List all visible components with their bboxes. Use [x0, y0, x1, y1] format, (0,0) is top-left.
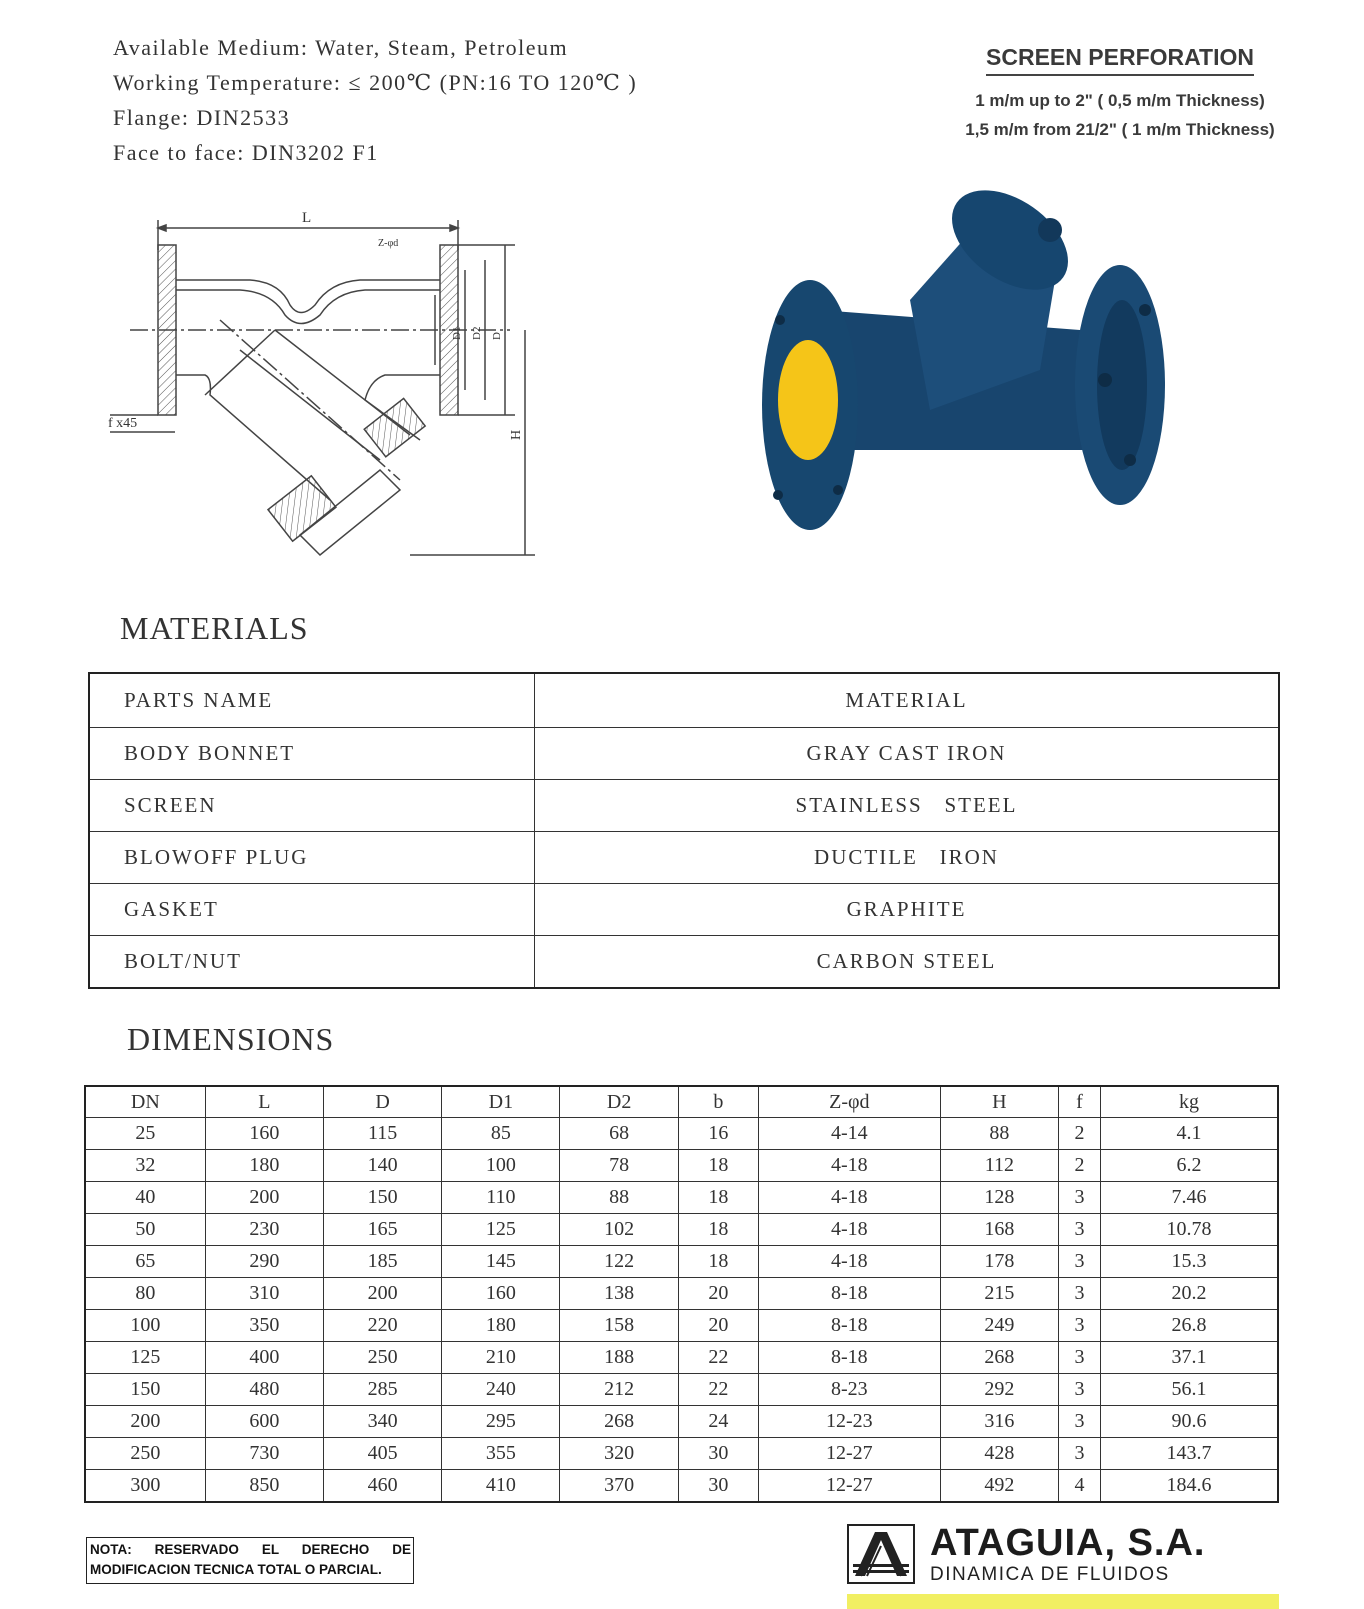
dimensions-table [84, 1085, 1279, 1503]
dimensions-cell: 150 [85, 1374, 205, 1406]
dimensions-cell: 210 [442, 1342, 560, 1374]
dimensions-cell: 492 [940, 1470, 1058, 1503]
dimensions-cell: 180 [205, 1150, 323, 1182]
material-value: STAINLESS STEEL [535, 780, 1280, 832]
screen-perforation-title: SCREEN PERFORATION [986, 44, 1254, 76]
dimensions-cell: 26.8 [1101, 1310, 1279, 1342]
label-f: f x45 [108, 416, 138, 431]
material-part-name: BOLT/NUT [89, 936, 535, 989]
dimensions-cell: 30 [678, 1438, 758, 1470]
dimensions-cell: 250 [85, 1438, 205, 1470]
dimensions-cell: 370 [560, 1470, 678, 1503]
dimensions-row [85, 1342, 1278, 1374]
dimensions-column-header: D1 [442, 1086, 560, 1118]
dimensions-row [85, 1246, 1278, 1278]
dimensions-cell: 150 [323, 1182, 441, 1214]
dimensions-cell: 8-18 [758, 1278, 940, 1310]
dimensions-cell: 730 [205, 1438, 323, 1470]
dimensions-cell: 18 [678, 1214, 758, 1246]
dimensions-cell: 3 [1059, 1182, 1101, 1214]
material-value: DUCTILE IRON [535, 832, 1280, 884]
materials-row [89, 832, 1279, 884]
dimensions-cell: 428 [940, 1438, 1058, 1470]
materials-header-material: MATERIAL [535, 673, 1280, 728]
dimensions-cell: 8-23 [758, 1374, 940, 1406]
dimensions-cell: 78 [560, 1150, 678, 1182]
dimensions-cell: 160 [205, 1118, 323, 1150]
dimensions-cell: 138 [560, 1278, 678, 1310]
dimensions-cell: 230 [205, 1214, 323, 1246]
dimensions-cell: 15.3 [1101, 1246, 1279, 1278]
dimensions-cell: 85 [442, 1118, 560, 1150]
dimensions-cell: 8-18 [758, 1310, 940, 1342]
material-part-name: GASKET [89, 884, 535, 936]
dimensions-cell: 168 [940, 1214, 1058, 1246]
dimensions-cell: 3 [1059, 1342, 1101, 1374]
label-D: D [491, 332, 503, 340]
dimensions-cell: 3 [1059, 1438, 1101, 1470]
dimensions-row [85, 1310, 1278, 1342]
label-D1: D1 [451, 326, 463, 340]
dimensions-column-header: H [940, 1086, 1058, 1118]
label-Z: Z-φd [378, 238, 399, 249]
materials-table [88, 672, 1280, 989]
dimensions-row [85, 1214, 1278, 1246]
materials-row [89, 936, 1279, 989]
dimensions-cell: 8-18 [758, 1342, 940, 1374]
dimensions-column-header: kg [1101, 1086, 1279, 1118]
dimensions-cell: 460 [323, 1470, 441, 1503]
dimensions-cell: 24 [678, 1406, 758, 1438]
dimensions-cell: 3 [1059, 1310, 1101, 1342]
dimensions-cell: 122 [560, 1246, 678, 1278]
dimensions-title: DIMENSIONS [127, 1021, 335, 1057]
logo-accent-bar [847, 1594, 1279, 1609]
dimensions-cell: 316 [940, 1406, 1058, 1438]
dimensions-cell: 180 [442, 1310, 560, 1342]
nota-line-2: MODIFICACION TECNICA TOTAL O PARCIAL. [90, 1562, 382, 1577]
strainer-cross-section-drawing [100, 200, 570, 580]
label-H: H [509, 429, 524, 440]
dimensions-cell: 20 [678, 1310, 758, 1342]
dimensions-column-header: L [205, 1086, 323, 1118]
dimensions-cell: 4.1 [1101, 1118, 1279, 1150]
company-name: ATAGUIA, S.A. [930, 1522, 1206, 1564]
dimensions-cell: 4-18 [758, 1182, 940, 1214]
dimensions-cell: 3 [1059, 1246, 1101, 1278]
materials-header-part: PARTS NAME [89, 673, 535, 728]
materials-title: MATERIALS [120, 610, 309, 646]
dimensions-row [85, 1182, 1278, 1214]
dimensions-cell: 22 [678, 1342, 758, 1374]
dimensions-cell: 115 [323, 1118, 441, 1150]
dimensions-row [85, 1374, 1278, 1406]
dimensions-cell: 410 [442, 1470, 560, 1503]
dimensions-cell: 18 [678, 1182, 758, 1214]
dimensions-cell: 145 [442, 1246, 560, 1278]
dimensions-cell: 12-27 [758, 1470, 940, 1503]
dimensions-cell: 320 [560, 1438, 678, 1470]
dimensions-cell: 184.6 [1101, 1470, 1279, 1503]
dimensions-row [85, 1278, 1278, 1310]
dimensions-row [85, 1150, 1278, 1182]
dimensions-cell: 65 [85, 1246, 205, 1278]
dimensions-cell: 240 [442, 1374, 560, 1406]
dimensions-cell: 178 [940, 1246, 1058, 1278]
dimensions-cell: 355 [442, 1438, 560, 1470]
dimensions-cell: 3 [1059, 1278, 1101, 1310]
dimensions-cell: 102 [560, 1214, 678, 1246]
dimensions-cell: 600 [205, 1406, 323, 1438]
dimensions-cell: 20 [678, 1278, 758, 1310]
dimensions-cell: 112 [940, 1150, 1058, 1182]
dimensions-cell: 80 [85, 1278, 205, 1310]
dimensions-cell: 3 [1059, 1374, 1101, 1406]
dimensions-cell: 88 [560, 1182, 678, 1214]
dimensions-cell: 292 [940, 1374, 1058, 1406]
dimensions-cell: 140 [323, 1150, 441, 1182]
company-tagline: DINAMICA DE FLUIDOS [930, 1564, 1170, 1585]
material-value: GRAPHITE [535, 884, 1280, 936]
dimensions-cell: 88 [940, 1118, 1058, 1150]
material-value: GRAY CAST IRON [535, 728, 1280, 780]
dimensions-cell: 850 [205, 1470, 323, 1503]
dimensions-column-header: f [1059, 1086, 1101, 1118]
dimensions-cell: 2 [1059, 1118, 1101, 1150]
materials-row [89, 884, 1279, 936]
label-L: L [302, 210, 312, 226]
dimensions-cell: 212 [560, 1374, 678, 1406]
dimensions-cell: 350 [205, 1310, 323, 1342]
dimensions-cell: 32 [85, 1150, 205, 1182]
y-strainer-product-image [760, 190, 1200, 570]
nota-box [86, 1537, 414, 1584]
dimensions-cell: 249 [940, 1310, 1058, 1342]
dimensions-column-header: D2 [560, 1086, 678, 1118]
spec-face-to-face: Face to face: DIN3202 F1 [113, 140, 379, 165]
dimensions-cell: 340 [323, 1406, 441, 1438]
material-part-name: BODY BONNET [89, 728, 535, 780]
dimensions-cell: 285 [323, 1374, 441, 1406]
dimensions-column-header: Z-φd [758, 1086, 940, 1118]
dimensions-cell: 4-18 [758, 1150, 940, 1182]
dimensions-cell: 290 [205, 1246, 323, 1278]
dimensions-cell: 20.2 [1101, 1278, 1279, 1310]
dimensions-cell: 68 [560, 1118, 678, 1150]
dimensions-cell: 18 [678, 1150, 758, 1182]
spec-medium: Available Medium: Water, Steam, Petroleum [113, 35, 569, 60]
dimensions-header-row [85, 1086, 1278, 1118]
dimensions-cell: 268 [560, 1406, 678, 1438]
dimensions-cell: 188 [560, 1342, 678, 1374]
dimensions-cell: 12-23 [758, 1406, 940, 1438]
dimensions-cell: 2 [1059, 1150, 1101, 1182]
dimensions-cell: 200 [323, 1278, 441, 1310]
dimensions-cell: 480 [205, 1374, 323, 1406]
dimensions-cell: 10.78 [1101, 1214, 1279, 1246]
dimensions-cell: 215 [940, 1278, 1058, 1310]
dimensions-cell: 220 [323, 1310, 441, 1342]
ataguia-logo-mark-icon [847, 1524, 915, 1584]
dimensions-column-header: b [678, 1086, 758, 1118]
dimensions-column-header: DN [85, 1086, 205, 1118]
dimensions-cell: 100 [85, 1310, 205, 1342]
dimensions-cell: 56.1 [1101, 1374, 1279, 1406]
screen-perforation-line-2: 1,5 m/m from 21/2" ( 1 m/m Thickness) [965, 120, 1275, 139]
dimensions-cell: 4-18 [758, 1246, 940, 1278]
dimensions-cell: 110 [442, 1182, 560, 1214]
dimensions-cell: 7.46 [1101, 1182, 1279, 1214]
dimensions-cell: 405 [323, 1438, 441, 1470]
material-value: CARBON STEEL [535, 936, 1280, 989]
dimensions-cell: 185 [323, 1246, 441, 1278]
dimensions-cell: 200 [85, 1406, 205, 1438]
dimensions-cell: 18 [678, 1246, 758, 1278]
dimensions-cell: 12-27 [758, 1438, 940, 1470]
dimensions-row [85, 1470, 1278, 1503]
materials-row [89, 728, 1279, 780]
screen-perforation-line-1: 1 m/m up to 2" ( 0,5 m/m Thickness) [975, 91, 1265, 110]
dimensions-column-header: D [323, 1086, 441, 1118]
dimensions-cell: 300 [85, 1470, 205, 1503]
dimensions-cell: 125 [85, 1342, 205, 1374]
spec-flange: Flange: DIN2533 [113, 105, 291, 130]
dimensions-cell: 310 [205, 1278, 323, 1310]
dimensions-cell: 250 [323, 1342, 441, 1374]
dimensions-cell: 50 [85, 1214, 205, 1246]
spec-temperature: Working Temperature: ≤ 200℃ (PN:16 TO 120℃ ) [113, 70, 638, 95]
nota-line-1: NOTA: RESERVADO EL DERECHO DE [90, 1542, 411, 1557]
specs-block [113, 30, 637, 170]
dimensions-cell: 22 [678, 1374, 758, 1406]
dimensions-cell: 4-18 [758, 1214, 940, 1246]
materials-header-row [89, 673, 1279, 728]
dimensions-cell: 3 [1059, 1406, 1101, 1438]
dimensions-cell: 158 [560, 1310, 678, 1342]
dimensions-cell: 165 [323, 1214, 441, 1246]
dimensions-cell: 37.1 [1101, 1342, 1279, 1374]
dimensions-cell: 4 [1059, 1470, 1101, 1503]
dimensions-cell: 90.6 [1101, 1406, 1279, 1438]
dimensions-cell: 30 [678, 1470, 758, 1503]
dimensions-cell: 25 [85, 1118, 205, 1150]
dimensions-cell: 200 [205, 1182, 323, 1214]
dimensions-cell: 100 [442, 1150, 560, 1182]
material-part-name: BLOWOFF PLUG [89, 832, 535, 884]
screen-perforation [930, 44, 1310, 144]
dimensions-cell: 128 [940, 1182, 1058, 1214]
dimensions-cell: 6.2 [1101, 1150, 1279, 1182]
materials-row [89, 780, 1279, 832]
dimensions-row [85, 1118, 1278, 1150]
dimensions-cell: 268 [940, 1342, 1058, 1374]
dimensions-row [85, 1438, 1278, 1470]
dimensions-cell: 400 [205, 1342, 323, 1374]
dimensions-cell: 160 [442, 1278, 560, 1310]
dimensions-cell: 125 [442, 1214, 560, 1246]
dimensions-cell: 4-14 [758, 1118, 940, 1150]
dimensions-cell: 16 [678, 1118, 758, 1150]
dimensions-row [85, 1406, 1278, 1438]
dimensions-cell: 143.7 [1101, 1438, 1279, 1470]
dimensions-cell: 295 [442, 1406, 560, 1438]
material-part-name: SCREEN [89, 780, 535, 832]
dimensions-cell: 40 [85, 1182, 205, 1214]
company-logo [847, 1524, 1279, 1609]
dimensions-cell: 3 [1059, 1214, 1101, 1246]
label-D2: D2 [471, 326, 483, 340]
